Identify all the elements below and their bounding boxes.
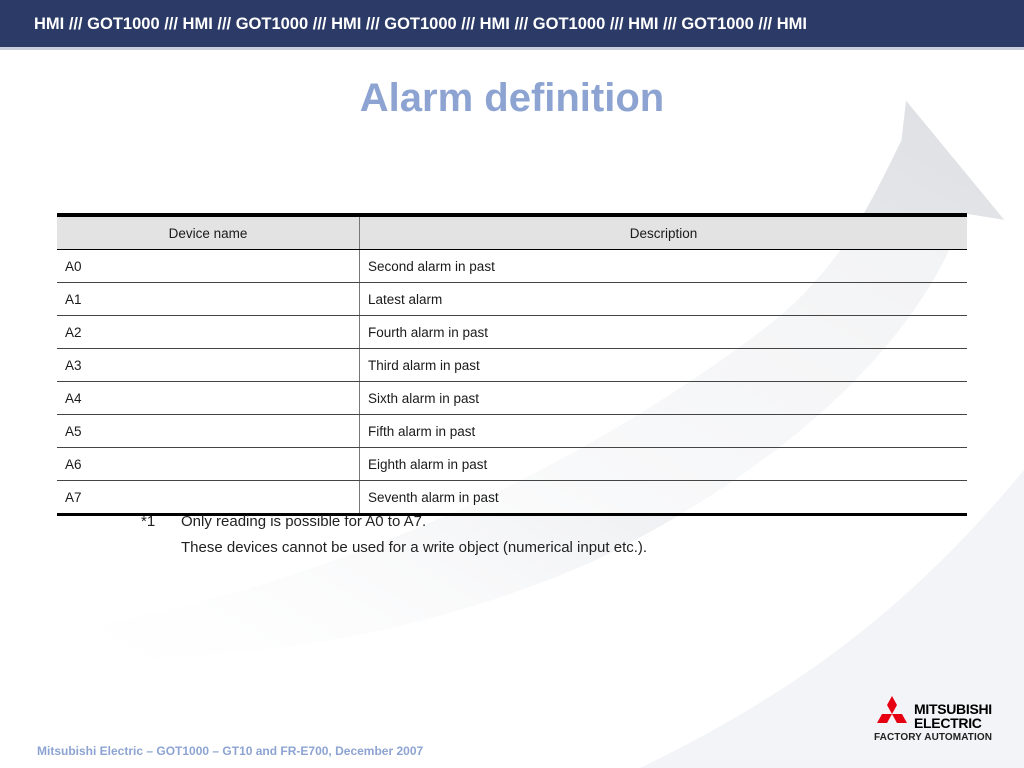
description-cell: Fourth alarm in past bbox=[360, 316, 968, 349]
three-diamonds-icon bbox=[872, 696, 912, 732]
description-cell: Third alarm in past bbox=[360, 349, 968, 382]
table-row bbox=[57, 250, 967, 283]
footnote bbox=[141, 509, 647, 561]
slide-title: Alarm definition bbox=[359, 76, 665, 120]
table-row bbox=[57, 283, 967, 316]
device-name-cell: A6 bbox=[57, 448, 360, 481]
table-row bbox=[57, 349, 967, 382]
logo-text-electric: ELECTRIC bbox=[914, 715, 982, 731]
footnote-text-2: These devices cannot be used for a write object (numerical input etc.). bbox=[181, 539, 648, 556]
table-header-row bbox=[57, 215, 967, 250]
device-name-cell: A0 bbox=[57, 250, 360, 283]
table-row bbox=[57, 448, 967, 481]
column-header-device-name: Device name bbox=[57, 215, 360, 250]
logo-text-factory-automation: FACTORY AUTOMATION bbox=[874, 732, 993, 743]
top-banner bbox=[0, 0, 1024, 50]
footer-text: Mitsubishi Electric – GOT1000 – GT10 and FR-E700, December 2007 bbox=[37, 744, 424, 758]
alarm-table bbox=[57, 213, 967, 516]
footnote-line-1 bbox=[141, 509, 647, 535]
column-header-description: Description bbox=[360, 215, 968, 250]
description-cell: Fifth alarm in past bbox=[360, 415, 968, 448]
description-cell: Seventh alarm in past bbox=[360, 481, 968, 515]
banner-text: HMI /// GOT1000 /// HMI /// GOT1000 /// HMI /// GOT1000 /// HMI /// GOT1000 /// HMI /// GOT1000 /// HMI bbox=[34, 15, 807, 33]
mitsubishi-logo bbox=[872, 695, 1012, 750]
device-name-cell: A5 bbox=[57, 415, 360, 448]
table-row bbox=[57, 382, 967, 415]
device-name-cell: A2 bbox=[57, 316, 360, 349]
device-name-cell: A1 bbox=[57, 283, 360, 316]
device-name-cell: A3 bbox=[57, 349, 360, 382]
description-cell: Latest alarm bbox=[360, 283, 968, 316]
footnote-text-1: Only reading is possible for A0 to A7. bbox=[181, 513, 427, 530]
table-row bbox=[57, 415, 967, 448]
footnote-line-2 bbox=[141, 535, 647, 561]
footnote-marker: *1 bbox=[141, 513, 156, 530]
logo-text-mitsubishi: MITSUBISHI bbox=[914, 701, 992, 717]
table-row bbox=[57, 316, 967, 349]
description-cell: Eighth alarm in past bbox=[360, 448, 968, 481]
device-name-cell: A4 bbox=[57, 382, 360, 415]
description-cell: Second alarm in past bbox=[360, 250, 968, 283]
device-name-cell: A7 bbox=[57, 481, 360, 515]
description-cell: Sixth alarm in past bbox=[360, 382, 968, 415]
